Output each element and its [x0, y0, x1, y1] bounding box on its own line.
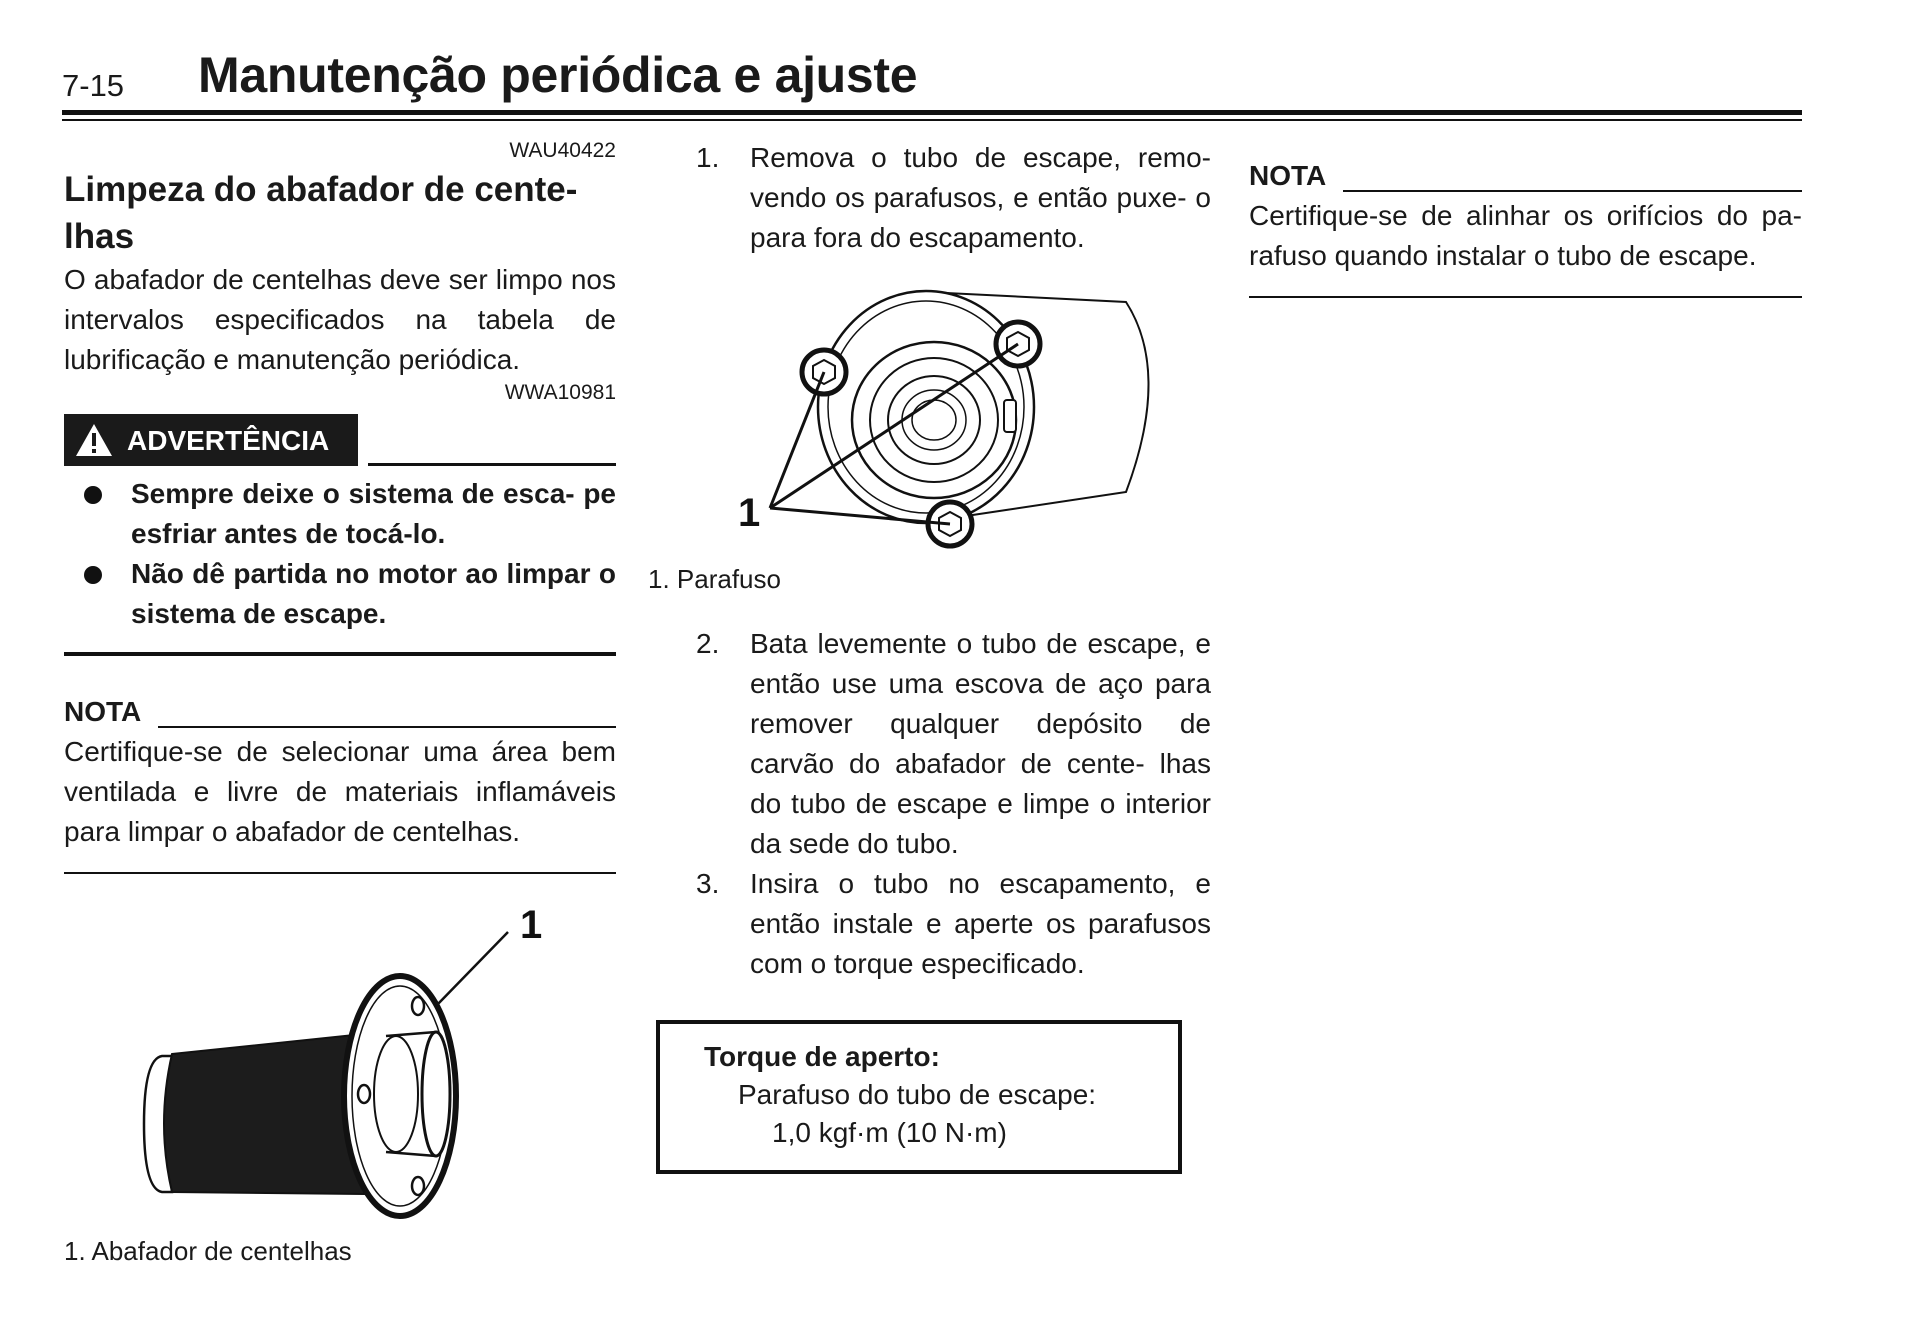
nota-text: Certifique-se de alinhar os orifícios do pa- rafuso quando instalar o tubo de escape. [1249, 200, 1802, 271]
step-number: 2. [696, 628, 720, 659]
section-heading-line1: Limpeza do abafador de cente- [64, 170, 578, 209]
warning-label: ADVERTÊNCIA [127, 425, 330, 456]
warning-item-text: Não dê partida no motor ao limpar o sistema de escape. [131, 558, 616, 629]
warning-code: WWA10981 [504, 381, 616, 404]
page-number: 7-15 [62, 68, 125, 103]
step-number: 1. [696, 142, 720, 173]
step-list-first [656, 138, 1211, 258]
nota-end-rule [64, 872, 616, 874]
exhaust-bolts-figure [656, 272, 1211, 562]
step-number: 3. [696, 868, 720, 899]
intro-paragraph: O abafador de centelhas deve ser limpo nos intervalos especificados na tabela de lubrificação e manutenção periódica. [64, 264, 616, 375]
warning-item-text: Sempre deixe o sistema de esca- pe esfriar antes de tocá-lo. [131, 478, 616, 549]
step-text: Remova o tubo de escape, remo- vendo os parafusos, e então puxe- o para fora do escapamento. [750, 142, 1211, 253]
warning-badge [64, 414, 358, 466]
header-rule-thick [62, 110, 1802, 115]
figure-caption: 1. Abafador de centelhas [64, 1236, 352, 1266]
exhaust-bolts-illustration [656, 272, 1211, 562]
torque-spec-box [656, 1020, 1182, 1174]
nota-header-rule [158, 726, 616, 728]
torque-value: 1,0 kgf·m (10 N·m) [772, 1117, 1007, 1148]
warning-triangle-icon [74, 422, 114, 458]
warning-header [64, 414, 616, 466]
nota-label: NOTA [64, 696, 142, 727]
spark-arrester-illustration [64, 894, 616, 1234]
nota-header [1249, 160, 1802, 196]
figure-callout-number: 1 [738, 491, 761, 535]
torque-item: Parafuso do tubo de escape: [738, 1079, 1097, 1110]
nota-text: Certifique-se de selecionar uma área bem ventilada e livre de materiais inflamáveis para limpar o abafador de centelhas. [64, 736, 616, 847]
left-column [64, 138, 616, 1268]
step-text: Insira o tubo no escapamento, e então instale e aperte os parafusos com o torque especificado. [750, 868, 1211, 979]
bullet-icon [84, 566, 102, 584]
step-text: Bata levemente o tubo de escape, e então use uma escova de aço para remover qualquer depósito de carvão do abafador de cente- lhas do tubo de escape e limpe o interior da sede do tubo. [750, 628, 1211, 859]
spark-arrester-figure [64, 894, 616, 1234]
section-heading [64, 166, 616, 260]
step-item [656, 864, 1211, 984]
header-rule-thin [62, 119, 1802, 121]
bullet-icon [84, 486, 102, 504]
middle-column [648, 138, 1211, 1174]
step-item [656, 138, 1211, 258]
nota-header-rule [1343, 190, 1802, 192]
nota-label: NOTA [1249, 160, 1327, 191]
warning-item [64, 474, 616, 554]
torque-title: Torque de aperto: [704, 1041, 940, 1072]
section-heading-line2: lhas [64, 217, 135, 256]
page-header [62, 48, 1802, 118]
right-column [1249, 138, 1802, 298]
warning-item [64, 554, 616, 634]
nota-end-rule [1249, 296, 1802, 298]
step-item [656, 624, 1211, 864]
page-title: Manutenção periódica e ajuste [198, 47, 918, 103]
nota-header [64, 696, 616, 732]
figure-callout-number: 1 [520, 903, 543, 947]
step-list-rest [656, 624, 1211, 984]
warning-end-rule [64, 652, 616, 656]
warning-list [64, 474, 616, 634]
warning-header-rule [368, 463, 616, 466]
section-code: WAU40422 [509, 139, 616, 162]
figure-caption: 1. Parafuso [648, 564, 781, 594]
